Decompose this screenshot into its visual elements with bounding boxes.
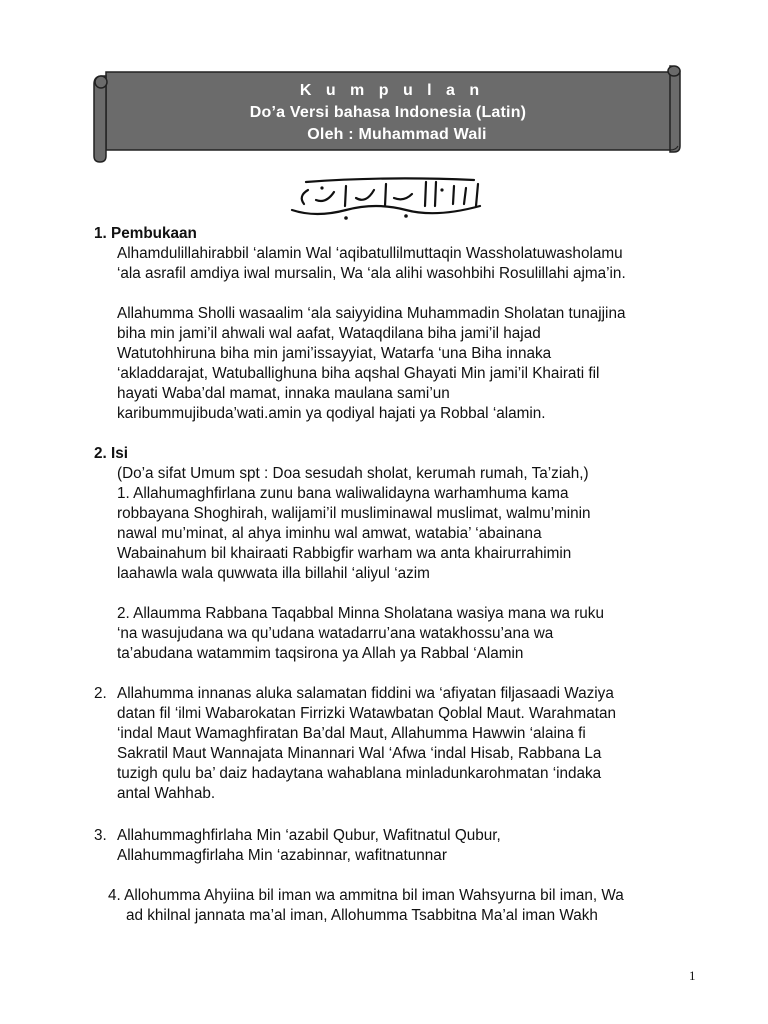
text-line: hayati Waba’dal mamat, innaka maulana sami’un <box>117 385 450 402</box>
banner-author: Oleh : Muhammad Wali <box>307 126 487 143</box>
text-line: karibummujibuda’wati.amin ya qodiyal hajati ya Robbal ‘alamin. <box>117 405 546 422</box>
text-line: tuzigh qulu ba’ daiz hadaytana wahablana minladunkarohmatan ‘indaka <box>117 765 602 782</box>
text-line: laahawla wala quwwata illa billahil ‘aliyul ‘azim <box>117 565 430 582</box>
section-heading-pembukaan: 1. Pembukaan <box>94 225 197 242</box>
banner-subtitle: Do’a Versi bahasa Indonesia (Latin) <box>249 104 527 121</box>
text-line: Allahumma innanas aluka salamatan fiddini wa ‘afiyatan filjasaadi Waziya <box>117 685 614 702</box>
text-line: ‘akladdarajat, Watuballighuna biha aqshal Ghayati Min jami’il Khairati fil <box>117 365 600 382</box>
text-line: ta’abudana watammim taqsirona ya Allah ya Rabbal ‘Alamin <box>117 645 524 662</box>
text-line: biha min jami’il ahwali wal aafat, Wataqdilana biha jami’il hajad <box>117 325 541 342</box>
isi-note: (Do’a sifat Umum spt : Doa sesudah sholat, kerumah rumah, Ta’ziah,) <box>117 465 589 482</box>
text-line: Allahummagfirlaha Min ‘azabinnar, wafitnatunnar <box>117 847 447 864</box>
text-line: ad khilnal jannata ma’al iman, Allohumma Tsabbitna Ma’al iman Wakh <box>126 907 598 924</box>
section-heading-isi: 2. Isi <box>94 445 129 462</box>
text-line: Allahummaghfirlaha Min ‘azabil Qubur, Wafitnatul Qubur, <box>117 827 501 844</box>
text-line: antal Wahhab. <box>117 785 216 802</box>
text-line: ‘na wasujudana wa qu’udana watadarru’ana watakhossu’ana wa <box>117 625 554 642</box>
list-number: 3. <box>94 827 107 844</box>
text-line: Watutohhiruna biha min jami’issayyiat, Watarfa ‘una Biha innaka <box>117 345 552 362</box>
text-line: 4. Allohumma Ahyiina bil iman wa ammitna bil iman Wahsyurna bil iman, Wa <box>108 887 624 904</box>
text-line: datan fil ‘ilmi Wabarokatan Firrizki Watawbatan Qoblal Maut. Warahmatan <box>117 705 617 722</box>
list-number: 2. <box>94 685 107 702</box>
text-line: nawal mu’minat, al ahya iminhu wal amwat, watabia’ ‘abainana <box>117 525 542 542</box>
text-line: 2. Allaumma Rabbana Taqabbal Minna Sholatana wasiya mana wa ruku <box>117 605 604 622</box>
text-line: ‘ala asrafil amdiya iwal mursalin, Wa ‘ala alihi wasohbihi Rosulillahi ajma’in. <box>117 265 626 282</box>
text-line: 1. Allahumaghfirlana zunu bana waliwalidayna warhamhuma kama <box>117 485 569 502</box>
text-line: Allahumma Sholli wasaalim ‘ala saiyyidina Muhammadin Sholatan tunajjina <box>117 305 626 322</box>
text-line: Wabainahum bil khairaati Rabbigfir warham wa anta khairurrahimin <box>117 545 572 562</box>
text-line: ‘indal Maut Wamaghfiratan Ba’dal Maut, Allahumma Hawwin ‘alaina fi <box>117 725 586 742</box>
page-number: 1 <box>689 968 696 983</box>
banner-title: K u m p u l a n <box>299 82 485 99</box>
title-banner <box>90 64 686 166</box>
basmala-calligraphy-icon <box>286 176 486 222</box>
text-line: Alhamdulillahirabbil ‘alamin Wal ‘aqibatullilmuttaqin Wassholatuwasholamu <box>117 245 623 262</box>
text-line: Sakratil Maut Wannajata Minannari Wal ‘Afwa ‘indal Hisab, Rabbana La <box>117 745 602 762</box>
banner-text <box>90 80 686 146</box>
text-line: robbayana Shoghirah, walijami’il musliminawal muslimat, walmu’minin <box>117 505 591 522</box>
